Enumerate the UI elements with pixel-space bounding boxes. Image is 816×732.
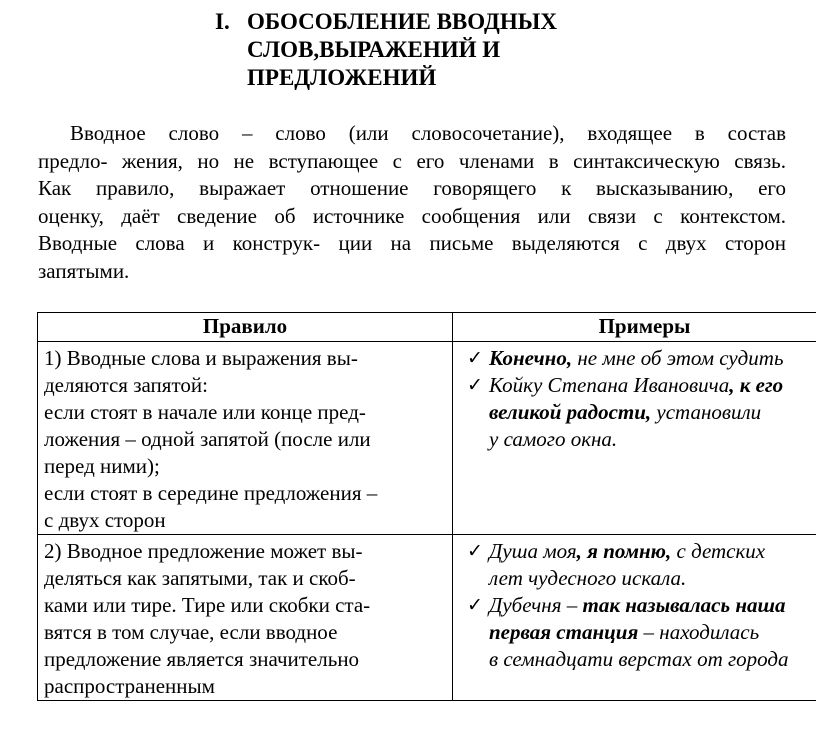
example-item (467, 345, 816, 372)
section-number: I. (215, 9, 230, 34)
rule-line: предложение является значительно (44, 647, 360, 671)
section-title (247, 8, 667, 92)
section-title-line: ОБОСОБЛЕНИЕ ВВОДНЫХ (247, 9, 557, 34)
intro-line: предло- жения, но не вступающее с его членами в синтаксическую связь. (38, 148, 786, 173)
section-title-line: СЛОВ,ВЫРАЖЕНИЙ И (247, 37, 501, 62)
checkmark-icon: ✓ (467, 541, 483, 562)
example-text: Койку Степана Ивановича (489, 373, 730, 397)
example-line (489, 372, 816, 399)
rule-cell (38, 342, 453, 535)
example-text: не мне об этом судить (572, 346, 784, 370)
examples-cell (453, 342, 816, 535)
rule-line: ками или тире. Тире или скобки ста- (44, 593, 371, 617)
example-text: с детских (671, 539, 766, 563)
examples-cell (453, 535, 816, 701)
example-text: лет чудесного искала. (489, 566, 687, 590)
rule-line: 1) Вводные слова и выражения вы- (44, 346, 358, 370)
rule-line: распространенным (44, 674, 215, 698)
header-examples: Примеры (453, 313, 816, 342)
example-text: установили (651, 400, 762, 424)
example-emphasis: первая станция (489, 620, 639, 644)
section-title-line: ПРЕДЛОЖЕНИЙ (247, 65, 437, 90)
rules-table (37, 312, 816, 701)
table-row (38, 342, 816, 535)
table-header-row (38, 313, 816, 342)
rule-line: деляются запятой: (44, 373, 208, 397)
rule-line: с двух сторон (44, 508, 166, 532)
intro-line: Как правило, выражает отношение говорящего к высказыванию, его (38, 176, 786, 200)
example-emphasis: , я помню, (576, 539, 672, 563)
example-text: Дубечня – (489, 593, 583, 617)
example-emphasis: великой радости, (489, 400, 652, 424)
rule-line: ложения – одной запятой (после или (44, 427, 371, 451)
example-text: Душа моя (489, 539, 577, 563)
checkmark-icon: ✓ (467, 595, 483, 616)
example-item (467, 538, 816, 592)
intro-line: оценку, даёт сведение об источнике сообщения или связи с контекстом. (38, 203, 786, 228)
intro-line: Вводное слово – слово (или словосочетание), входящее в состав (70, 121, 786, 145)
example-line (489, 426, 816, 453)
rule-line: перед ними); (44, 454, 160, 478)
example-line (489, 345, 816, 372)
example-item (467, 592, 816, 673)
checkmark-icon: ✓ (467, 375, 483, 396)
rule-cell (38, 535, 453, 701)
example-line (489, 592, 816, 619)
example-line (489, 399, 816, 426)
example-text: у самого окна. (489, 427, 618, 451)
example-item (467, 372, 816, 453)
example-line (489, 619, 816, 646)
example-emphasis: так называлась наша (582, 593, 786, 617)
table-row (38, 535, 816, 701)
example-text: – находилась (638, 620, 760, 644)
rule-line: если стоят в начале или конце пред- (44, 400, 366, 424)
example-line (489, 646, 816, 673)
rule-line: деляться как запятыми, так и скоб- (44, 566, 356, 590)
rule-line: 2) Вводное предложение может вы- (44, 539, 363, 563)
example-line (489, 538, 816, 565)
intro-line: запятыми. (38, 258, 130, 283)
intro-paragraph (38, 120, 786, 285)
rule-line: если стоят в середине предложения – (44, 481, 378, 505)
example-emphasis: Конечно, (489, 346, 573, 370)
intro-line: Вводные слова и конструк- ции на письме выделяются с двух сторон (38, 231, 786, 255)
example-text: в семнадцати верстах от города (489, 647, 789, 671)
checkmark-icon: ✓ (467, 348, 483, 369)
header-rule: Правило (38, 313, 453, 342)
example-emphasis: , к его (729, 373, 784, 397)
rule-line: вятся в том случае, если вводное (44, 620, 338, 644)
example-line (489, 565, 816, 592)
